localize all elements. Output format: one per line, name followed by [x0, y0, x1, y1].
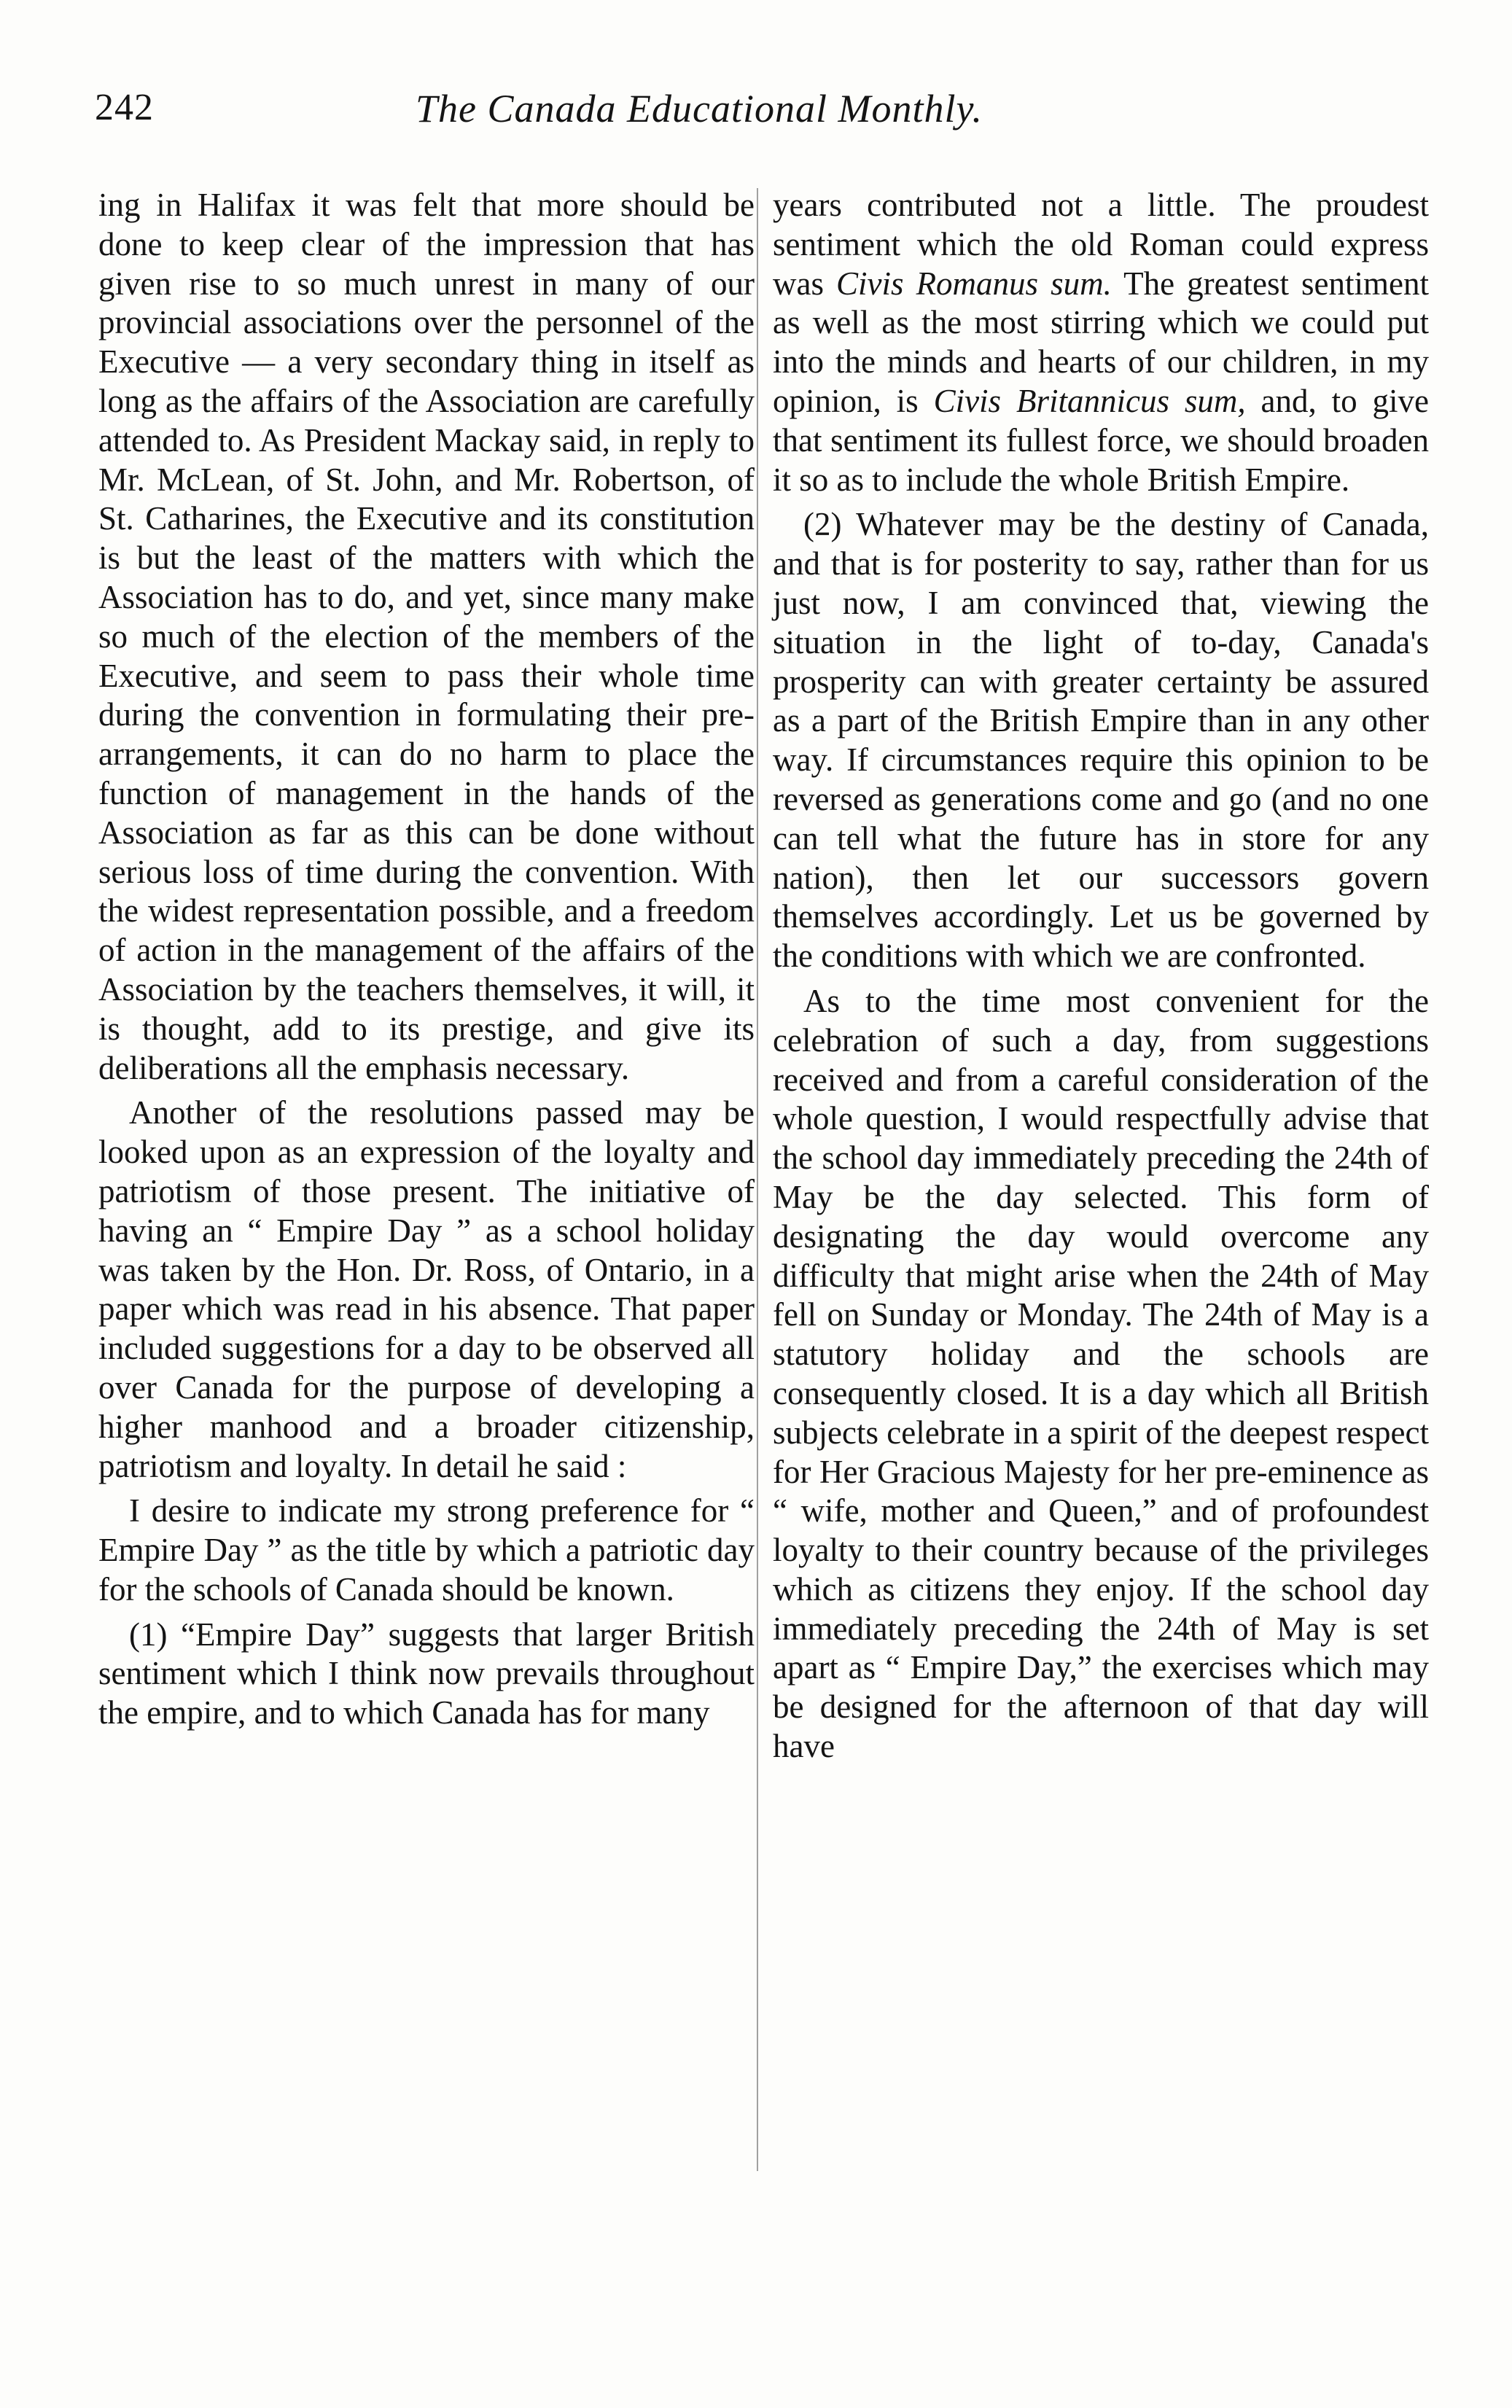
- right-column: [773, 186, 1429, 1766]
- left-paragraph-4: (1) “Empire Day” suggests that larger British sentiment which I think now prevails throughout the empire, and to which Canada has for many: [98, 1616, 755, 1731]
- page-header: [95, 86, 1436, 144]
- right-paragraph-1-text-c: and, to give that sentiment its fullest force, we should broaden it so as to include the whole British Empire.: [773, 382, 1429, 498]
- latin-phrase-romanus: Civis Romanus sum.: [836, 265, 1112, 302]
- right-paragraph-3: As to the time most convenient for the celebration of such a day, from suggestions received and from a careful consideration of the whole question, I would respectfully advise that the school day immediately preceding the 24th of May be the day selected. This form of designating the day would overcome any difficulty that might arise when the 24th of May fell on Sunday or Monday. The 24th of May is a statutory holiday and the schools are consequently closed. It is a day which all British subjects celebrate in a spirit of the deepest respect for Her Gracious Majesty for her pre-eminence as “ wife, mother and Queen,” and of profoundest loyalty to their country because of the privileges which as citizens they enjoy. If the school day immediately preceding the 24th of May is set apart as “ Empire Day,” the exercises which may be designed for the afternoon of that day will have: [773, 982, 1429, 1765]
- column-divider: [757, 188, 758, 2171]
- right-paragraph-1-text-a: years contributed not a little. The proudest sentiment which the old Roman could express was: [773, 187, 1429, 302]
- left-paragraph-1: ing in Halifax it was felt that more should be done to keep clear of the impression that has given rise to so much unrest in many of our provincial associations over the personnel of the Executive — a very secondary thing in itself as long as the affairs of the Association are carefully attended to. As President Mackay said, in reply to Mr. McLean, of St. John, and Mr. Robertson, of St. Catharines, the Executive and its constitution is but the least of the matters with which the Association has to do, and yet, since many make so much of the election of the members of the Executive, and seem to pass their whole time during the convention in formulating their pre-arrangements, it can do no harm to place the function of management in the hands of the Association as far as this can be done without serious loss of time during the convention. With the widest representation possible, and a freedom of action in the management of the affairs of the Association by the teachers themselves, it will, it is thought, add to its prestige, and give its deliberations all the emphasis necessary.: [98, 187, 755, 1086]
- right-paragraph-2: (2) Whatever may be the destiny of Canada, and that is for posterity to say, rather than for us just now, I am convinced that, viewing the situation in the light of to-day, Canada's prosperity can with greater certainty be assured as a part of the British Empire than in any other way. If circumstances require this opinion to be reversed as generations come and go (and no one can tell what the future has in store for any nation), then let our successors govern themselves accordingly. Let us be governed by the conditions with which we are confronted.: [773, 506, 1429, 975]
- left-column: [98, 186, 755, 1733]
- page-number: 242: [95, 87, 154, 128]
- right-paragraph-1-text-b: The greatest sentiment as well as the most stirring which we could put into the minds and hearts of our children, in my opinion, is: [773, 265, 1430, 419]
- latin-phrase-britannicus: Civis Britannicus sum,: [933, 382, 1246, 419]
- left-paragraph-3: I desire to indicate my strong preference for “ Empire Day ” as the title by which a patriotic day for the schools of Canada should be known.: [98, 1492, 755, 1608]
- running-title: The Canada Educational Monthly.: [416, 87, 983, 130]
- right-paragraph-1: [773, 186, 1429, 499]
- left-paragraph-2: Another of the resolutions passed may be looked upon as an expression of the loyalty and patriotism of those present. The initiative of having an “ Empire Day ” as a school holiday was taken by the Hon. Dr. Ross, of Ontario, in a paper which was read in his absence. That paper included suggestions for a day to be observed all over Canada for the purpose of developing a higher manhood and a broader citizenship, patriotism and loyalty. In detail he said :: [98, 1094, 755, 1484]
